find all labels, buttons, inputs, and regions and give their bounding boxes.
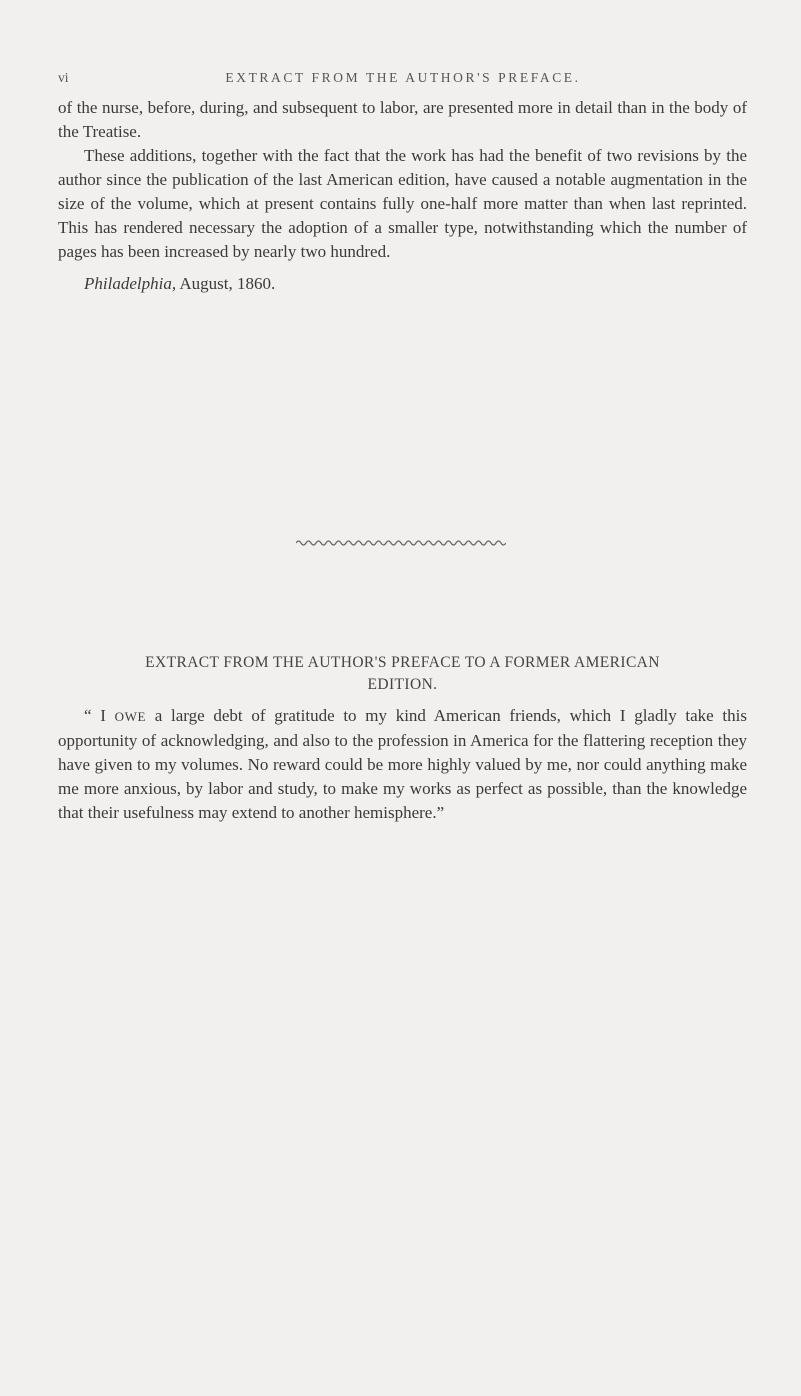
quote-paragraph [58,704,747,825]
extract-title-line-2: EDITION. [367,676,438,693]
preface-paragraph-2: These additions, together with the fact that the work has had the benefit of two revisions by the author since the publication of the last American edition, have caused a notable augmentation in the size of the volume, which at present contains fully one-half more matter than when last reprinted. This has rendered necessary the adoption of a smaller type, notwithstanding which the number of pages has been increased by nearly two hundred. [58,146,747,261]
page-number: vi [58,70,69,85]
quote-open: “ I [84,706,115,725]
quote-body: a large debt of gratitude to my kind American friends, which I gladly take this opportunity of acknowledging, and also to the profession in America for the flattering reception they have given to my volumes. No reward could be more highly valued by me, nor could anything make me more anxious, by labor and study, to make my works as perfect as possible, than the knowledge that their usefulness may extend to another hemisphere.” [58,706,747,822]
dateline [58,272,747,296]
dateline-place: Philadelphia, [84,274,177,293]
wavy-rule-ornament-icon [296,538,506,548]
running-title: EXTRACT FROM THE AUTHOR'S PREFACE. [225,70,581,85]
extract-title-line-1: EXTRACT FROM THE AUTHOR'S PREFACE TO A FORMER AMERICAN [145,654,660,671]
quote-lead-caps: OWE [114,709,147,724]
dateline-date: August, 1860. [179,274,276,293]
extract-quote [58,704,747,825]
extract-title [58,652,747,696]
preface-paragraph-1: of the nurse, before, during, and subsequent to labor, are presented more in detail than in the body of the Treatise. [58,98,747,141]
preface-continuation [58,96,747,296]
